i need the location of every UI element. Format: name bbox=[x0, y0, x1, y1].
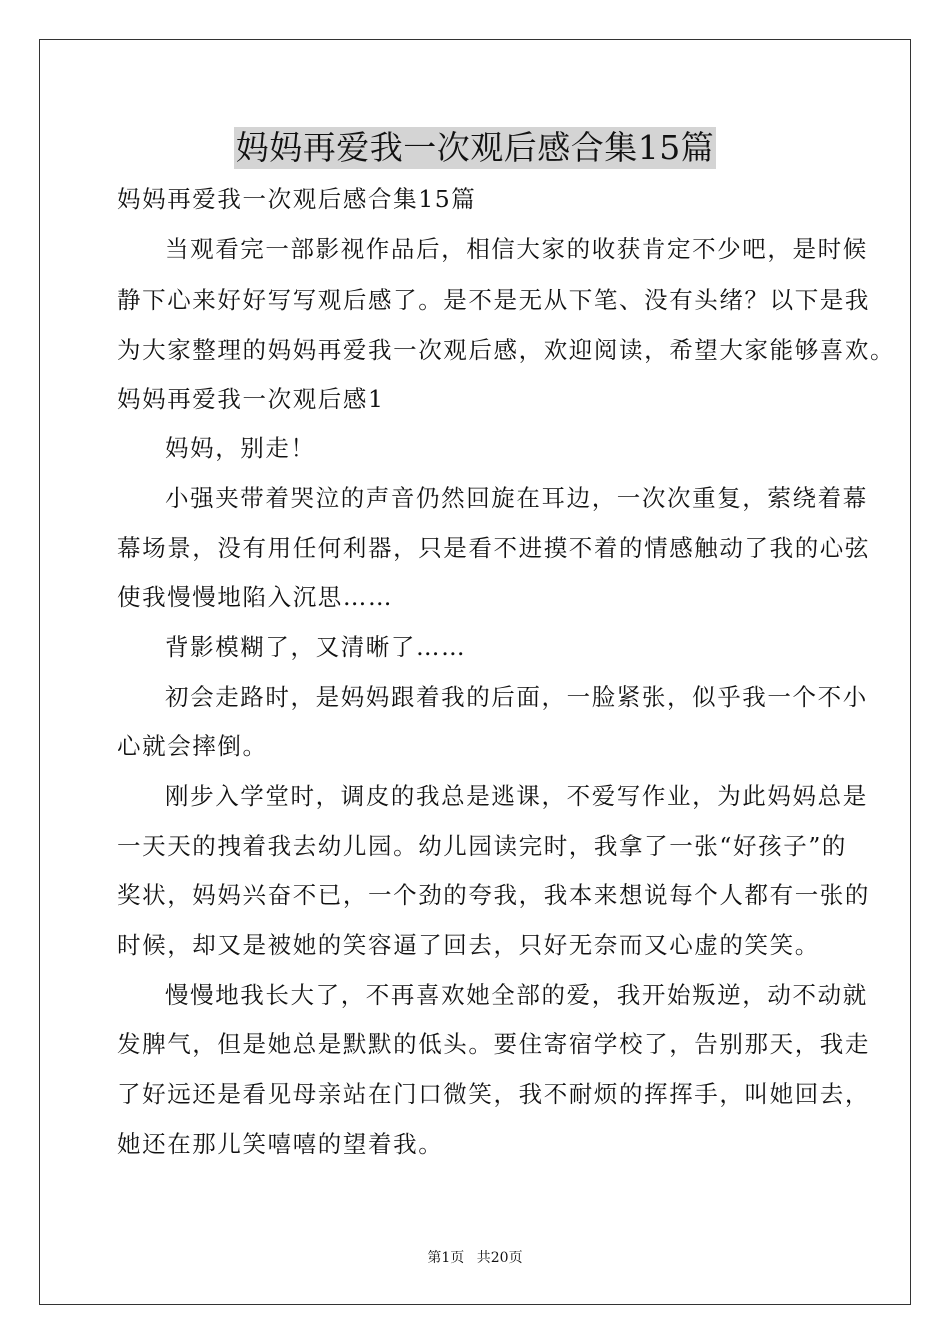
paragraph-line: 妈妈，别走！ bbox=[165, 434, 316, 462]
paragraph-line: 当观看完一部影视作品后，相信大家的收获肯定不少吧，是时候 bbox=[165, 235, 868, 263]
paragraph-line: 背影模糊了，又清晰了…… bbox=[165, 633, 467, 661]
subtitle-line: 妈妈再爱我一次观后感合集15篇 bbox=[117, 185, 477, 213]
paragraph-line: 了好远还是看见母亲站在门口微笑，我不耐烦的挥挥手，叫她回去， bbox=[117, 1080, 870, 1108]
title-container bbox=[0, 127, 950, 169]
paragraph-line: 心就会摔倒。 bbox=[117, 732, 268, 760]
paragraph-line: 她还在那儿笑嘻嘻的望着我。 bbox=[117, 1130, 444, 1158]
section-heading: 妈妈再爱我一次观后感1 bbox=[117, 385, 385, 413]
page-number: 第1页 bbox=[427, 1250, 465, 1266]
paragraph-line: 奖状，妈妈兴奋不已，一个劲的夸我，我本来想说每个人都有一张的 bbox=[117, 881, 870, 909]
paragraph-line: 发脾气，但是她总是默默的低头。要住寄宿学校了，告别那天，我走 bbox=[117, 1030, 870, 1058]
paragraph-line: 一天天的拽着我去幼儿园。幼儿园读完时，我拿了一张“好孩子”的 bbox=[117, 832, 848, 860]
paragraph-line: 幕场景，没有用任何利器，只是看不进摸不着的情感触动了我的心弦 bbox=[117, 534, 870, 562]
paragraph-line: 初会走路时，是妈妈跟着我的后面，一脸紧张，似乎我一个不小 bbox=[165, 683, 868, 711]
paragraph-line: 使我慢慢地陷入沉思…… bbox=[117, 583, 394, 611]
paragraph-line: 慢慢地我长大了，不再喜欢她全部的爱，我开始叛逆，动不动就 bbox=[165, 981, 868, 1009]
paragraph-line: 小强夹带着哭泣的声音仍然回旋在耳边，一次次重复，萦绕着幕 bbox=[165, 484, 868, 512]
page-total: 共20页 bbox=[476, 1250, 523, 1266]
document-title: 妈妈再爱我一次观后感合集15篇 bbox=[235, 128, 715, 167]
paragraph-line: 刚步入学堂时，调皮的我总是逃课，不爱写作业，为此妈妈总是 bbox=[165, 782, 868, 810]
paragraph-line: 时候，却又是被她的笑容逼了回去，只好无奈而又心虚的笑笑。 bbox=[117, 931, 820, 959]
page-footer bbox=[0, 1247, 950, 1267]
page-border bbox=[39, 39, 911, 1305]
paragraph-line: 静下心来好好写写观后感了。是不是无从下笔、没有头绪？以下是我 bbox=[117, 286, 870, 314]
paragraph-line: 为大家整理的妈妈再爱我一次观后感，欢迎阅读，希望大家能够喜欢。 bbox=[117, 336, 896, 364]
